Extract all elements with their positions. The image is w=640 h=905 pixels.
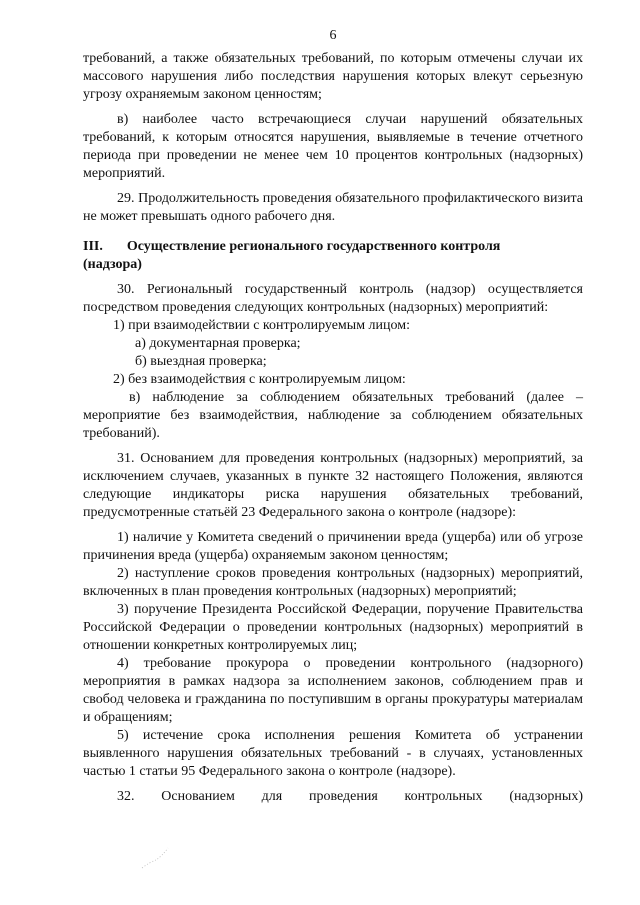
paragraph-item-v: в) наиболее часто встречающиеся случаи нарушений обязательных требований, к которым относятся нарушения, выявляемые в течение отчетного периода при проведении не менее чем 10 процентов контрольных (надзорных) мероприятий. [83,112,583,181]
list-item-2: 2) без взаимодействия с контролируемым лицом: [113,372,406,387]
section-number: III. [83,239,103,254]
indicator-1: 1) наличие у Комитета сведений о причинении вреда (ущерба) или об угрозе причинения вреда (ущерба) охраняемым законом ценностям; [83,530,583,563]
section-heading [83,238,583,274]
paragraph-29: 29. Продолжительность проведения обязательного профилактического визита не может превышать одного рабочего дня. [83,191,583,224]
paragraph-30: 30. Региональный государственный контроль (надзор) осуществляется посредством проведения следующих контрольных (надзорных) мероприятий: [83,282,583,315]
document-body [83,50,583,806]
list-item-v: в) наблюдение за соблюдением обязательных требований (далее – мероприятие без взаимодействия, наблюдение за соблюдением обязательных требований). [83,390,583,441]
indicator-4: 4) требование прокурора о проведении контрольного (надзорного) мероприятия в рамках надзора за исполнением законов, соблюдением прав и свобод человека и гражданина по поступившим в органы прокуратуры материалам и обращениям; [83,656,583,725]
list-item-b: б) выездная проверка; [135,354,267,369]
page-number: 6 [329,28,337,43]
paragraph-31: 31. Основанием для проведения контрольных (надзорных) мероприятий, за исключением случаев, указанных в пункте 32 настоящего Положения, являются следующие индикаторы риска нарушения обязательных требований, предусмотренные статьёй 23 Федерального закона о контроле (надзоре): [83,451,583,520]
section-heading-line1 [83,238,583,256]
section-heading-line2: (надзора) [83,257,142,272]
list-item-1: 1) при взаимодействии с контролируемым лицом: [113,318,411,333]
paragraph-32: 32. Основанием для проведения контрольных (надзорных) [117,789,583,804]
list-item-a: а) документарная проверка; [135,336,301,351]
indicator-2: 2) наступление сроков проведения контрольных (надзорных) мероприятий, включенных в план проведения контрольных (надзорных) мероприятий; [83,566,583,599]
paragraph-continuation: требований, а также обязательных требований, по которым отмечены случаи их массового нарушения либо последствия нарушения которых влекут серьезную угрозу охраняемым законом ценностям; [83,51,583,102]
section-title: Осуществление регионального государственного контроля [126,239,501,254]
pen-mark-icon [140,842,180,872]
indicator-3: 3) поручение Президента Российской Федерации, поручение Правительства Российской Федерации о проведении контрольных (надзорных) мероприятий в отношении конкретных контролируемых лиц; [83,602,583,653]
indicator-5: 5) истечение срока исполнения решения Комитета об устранении выявленного нарушения обязательных требований - в случаях, установленных частью 1 статьи 95 Федерального закона о контроле (надзоре). [83,728,583,779]
